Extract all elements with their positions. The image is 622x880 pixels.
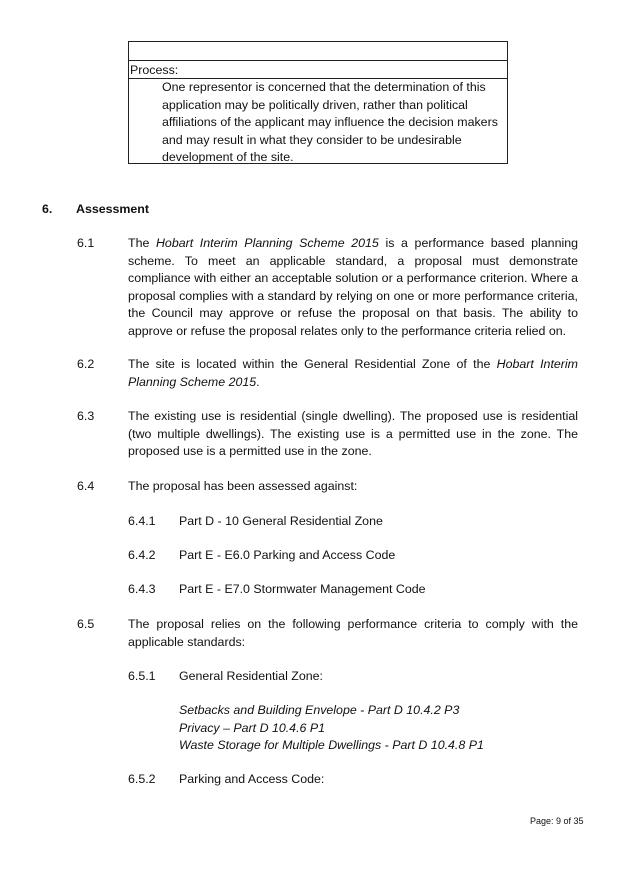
para-number: 6.2 [77, 357, 95, 371]
subitem-text: Part E - E7.0 Stormwater Management Code [179, 582, 426, 596]
para-number: 6.1 [77, 236, 95, 250]
criteria-text: Privacy – Part D 10.4.6 P1 [179, 720, 326, 735]
process-line: application may be politically driven, rather than political [162, 97, 468, 112]
page-number: Page: 9 of 35 [530, 816, 584, 826]
process-text [162, 79, 502, 167]
subitem-text: General Residential Zone: [179, 669, 323, 683]
criteria-item [179, 720, 579, 738]
process-label: Process: [130, 63, 179, 77]
process-line: One representor is concerned that the determination of this [162, 80, 486, 94]
paragraph-6-5: The proposal relies on the following performance criteria to comply with the applicable standards: [128, 617, 578, 649]
criteria-text: Setbacks and Building Envelope - Part D 10.4.2 P3 [179, 703, 460, 717]
criteria-item [179, 737, 579, 755]
representation-table [128, 41, 508, 164]
table-empty-row [129, 42, 507, 61]
para-number: 6.4 [77, 479, 95, 493]
subitem-number: 6.5.1 [128, 669, 156, 683]
section-number: 6. [42, 202, 53, 216]
text: is a performance based planning scheme. To meet an applicable standard, a proposal must demonstrate compliance with either an acceptable solution or a performance criterion. Where a proposal complies with a standard by relying on one or more performance criteria, the Council may approve or refuse the proposal on that basis. The ability to approve or refuse the proposal relates only to the performance criteria relied on. [128, 236, 578, 338]
scheme-name: Hobart Interim Planning Scheme 2015 [128, 357, 578, 389]
subitem-number: 6.4.3 [128, 582, 156, 596]
section-title: Assessment [76, 202, 150, 216]
paragraph-6-4: The proposal has been assessed against: [128, 479, 358, 493]
table-process-row [129, 61, 507, 79]
subitem-number: 6.5.2 [128, 772, 156, 786]
text: . [256, 374, 260, 389]
process-line: development of the site. [162, 150, 294, 165]
criteria-list [179, 702, 579, 755]
para-number: 6.3 [77, 409, 95, 423]
text: The site is located within the General Residential Zone of the [128, 357, 497, 371]
subitem-text: Part E - E6.0 Parking and Access Code [179, 548, 396, 562]
process-line: affiliations of the applicant may influence the decision makers [162, 115, 498, 130]
subitem-text: Part D - 10 General Residential Zone [179, 514, 383, 528]
paragraph-6-1 [128, 235, 578, 341]
criteria-text: Waste Storage for Multiple Dwellings - Part D 10.4.8 P1 [179, 738, 484, 753]
para-number: 6.5 [77, 617, 95, 631]
criteria-item [179, 702, 579, 720]
subitem-text: Parking and Access Code: [179, 772, 325, 786]
paragraph-6-2 [128, 356, 578, 391]
text: The [128, 236, 156, 250]
scheme-name: Hobart Interim Planning Scheme 2015 [155, 236, 379, 250]
subitem-number: 6.4.1 [128, 514, 156, 528]
process-line: and may result in what they consider to be undesirable [162, 132, 462, 147]
subitem-number: 6.4.2 [128, 548, 156, 562]
paragraph-6-3: The existing use is residential (single dwelling). The proposed use is residential (two multiple dwellings). The existing use is a permitted use in the zone. The proposed use is a permitted use in the zone. [128, 409, 578, 459]
